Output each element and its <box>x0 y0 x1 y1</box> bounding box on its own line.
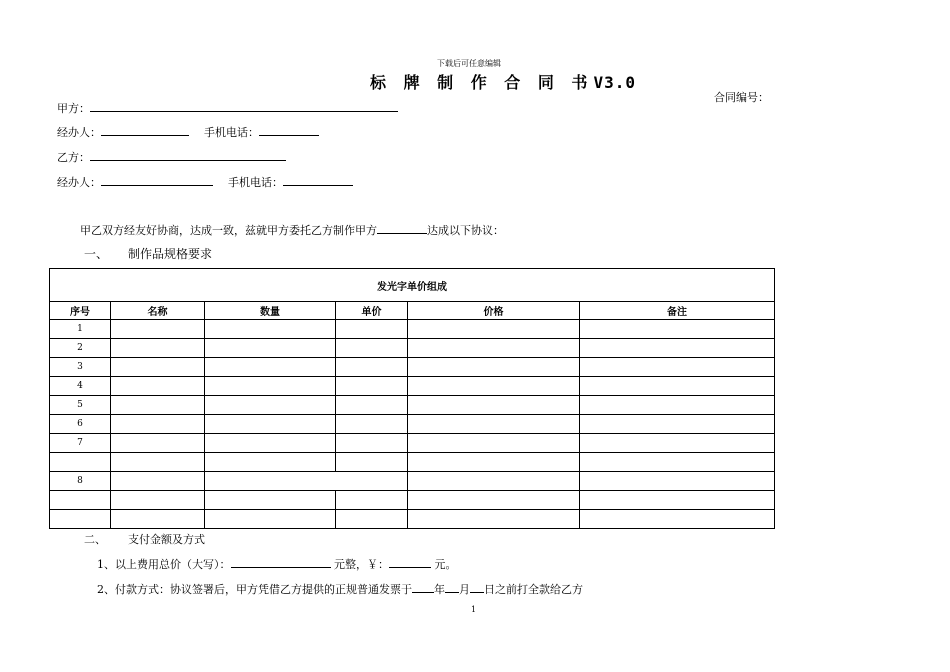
table-cell[interactable] <box>408 434 580 453</box>
row-index: 2 <box>50 339 111 358</box>
table-cell[interactable] <box>336 510 408 529</box>
table-row <box>50 415 775 434</box>
table-cell[interactable] <box>408 510 580 529</box>
agent-b-blank[interactable] <box>101 174 213 186</box>
row-index: 4 <box>50 377 111 396</box>
table-cell[interactable] <box>408 472 580 491</box>
table-cell[interactable] <box>408 377 580 396</box>
table-cell[interactable] <box>408 453 580 472</box>
col-header-quantity: 数量 <box>205 302 336 320</box>
col-header-index: 序号 <box>50 302 111 320</box>
row-index <box>50 491 111 510</box>
table-cell[interactable] <box>111 472 205 491</box>
section-2-number: 二、 <box>84 533 106 546</box>
table-cell[interactable] <box>111 396 205 415</box>
payment-total-label: 1、以上费用总价（大写）： <box>97 558 231 571</box>
party-b-line <box>57 149 286 165</box>
table-cell[interactable] <box>580 510 775 529</box>
contract-title <box>370 70 636 93</box>
party-b-blank[interactable] <box>90 149 286 161</box>
table-cell[interactable] <box>205 510 336 529</box>
table-cell[interactable] <box>336 339 408 358</box>
title-text: 标 牌 制 作 合 同 书 <box>370 73 594 92</box>
table-cell[interactable] <box>205 377 336 396</box>
table-cell[interactable] <box>111 358 205 377</box>
day-blank[interactable] <box>470 581 484 593</box>
table-cell[interactable] <box>580 434 775 453</box>
col-header-unit-price: 单价 <box>336 302 408 320</box>
col-header-price: 价格 <box>408 302 580 320</box>
party-a-blank[interactable] <box>90 100 398 112</box>
section-1-heading <box>84 245 212 262</box>
intro-text-post: 达成以下协议： <box>427 224 504 237</box>
table-caption: 发光字单价组成 <box>50 269 775 302</box>
section-2-heading <box>84 531 205 547</box>
row-index <box>50 510 111 529</box>
phone-b-blank[interactable] <box>283 174 353 186</box>
section-1-number: 一、 <box>84 247 109 261</box>
table-cell[interactable] <box>408 320 580 339</box>
table-cell[interactable] <box>408 339 580 358</box>
table-cell[interactable] <box>111 434 205 453</box>
table-cell[interactable] <box>111 415 205 434</box>
table-cell[interactable] <box>336 396 408 415</box>
table-cell[interactable] <box>408 396 580 415</box>
agent-label-a: 经办人： <box>57 126 101 139</box>
table-cell[interactable] <box>580 472 775 491</box>
intro-paragraph <box>80 222 504 238</box>
table-cell[interactable] <box>336 434 408 453</box>
payment-total-line <box>97 556 457 572</box>
table-cell[interactable] <box>111 453 205 472</box>
table-cell[interactable] <box>336 320 408 339</box>
table-cell[interactable] <box>580 491 775 510</box>
table-cell[interactable] <box>111 320 205 339</box>
month-blank[interactable] <box>445 581 459 593</box>
table-cell[interactable] <box>205 396 336 415</box>
table-row <box>50 339 775 358</box>
payment-method-post: 日之前打全款给乙方 <box>484 583 583 596</box>
table-row <box>50 453 775 472</box>
intro-text-pre: 甲乙双方经友好协商，达成一致，兹就甲方委托乙方制作甲方 <box>80 224 377 237</box>
month-label: 月 <box>459 583 470 596</box>
payment-total-post: 元。 <box>434 558 457 571</box>
table-cell[interactable] <box>580 339 775 358</box>
table-cell[interactable] <box>205 320 336 339</box>
header-note: 下载后可任意编辑 <box>437 59 501 68</box>
row-index: 6 <box>50 415 111 434</box>
table-cell[interactable] <box>111 339 205 358</box>
table-row <box>50 358 775 377</box>
table-cell[interactable] <box>336 491 408 510</box>
table-cell[interactable] <box>111 377 205 396</box>
row-index: 8 <box>50 472 111 491</box>
agent-label-b: 经办人： <box>57 176 101 189</box>
table-row <box>50 510 775 529</box>
table-row <box>50 320 775 339</box>
row-index: 7 <box>50 434 111 453</box>
table-cell[interactable] <box>336 358 408 377</box>
agent-line-a <box>57 124 319 140</box>
title-version: V3.0 <box>593 73 636 92</box>
row-index: 5 <box>50 396 111 415</box>
table-cell[interactable] <box>205 358 336 377</box>
party-a-line <box>57 100 398 116</box>
row-index <box>50 453 111 472</box>
table-row <box>50 396 775 415</box>
payment-total-mid: 元整，￥： <box>334 558 389 571</box>
table-row <box>50 377 775 396</box>
phone-label-b: 手机电话： <box>228 176 283 189</box>
table-cell[interactable] <box>580 396 775 415</box>
year-blank[interactable] <box>412 581 434 593</box>
table-cell[interactable] <box>580 320 775 339</box>
table-row <box>50 491 775 510</box>
table-cell[interactable] <box>580 415 775 434</box>
spec-table <box>49 268 775 529</box>
table-cell[interactable] <box>205 339 336 358</box>
section-2-title: 支付金额及方式 <box>128 533 205 546</box>
col-header-remarks: 备注 <box>580 302 775 320</box>
year-label: 年 <box>434 583 445 596</box>
party-a-label: 甲方： <box>57 102 90 115</box>
agent-a-blank[interactable] <box>101 124 189 136</box>
table-cell[interactable] <box>205 415 336 434</box>
total-amount-words-blank[interactable] <box>231 556 331 568</box>
table-cell[interactable] <box>205 434 336 453</box>
party-b-label: 乙方： <box>57 151 90 164</box>
payment-method-line <box>97 581 583 597</box>
phone-label-a: 手机电话： <box>204 126 259 139</box>
table-cell[interactable] <box>205 491 336 510</box>
table-cell[interactable] <box>580 358 775 377</box>
row-index: 1 <box>50 320 111 339</box>
section-1-title: 制作品规格要求 <box>128 247 213 261</box>
contract-number-label: 合同编号： <box>714 91 769 104</box>
table-row <box>50 434 775 453</box>
table-cell[interactable] <box>408 358 580 377</box>
table-row <box>50 472 775 491</box>
table-cell[interactable] <box>408 491 580 510</box>
page-number: 1 <box>471 605 477 614</box>
table-cell[interactable] <box>111 510 205 529</box>
agent-line-b <box>57 174 353 190</box>
table-cell[interactable] <box>111 491 205 510</box>
table-cell[interactable] <box>336 377 408 396</box>
table-cell[interactable] <box>336 453 408 472</box>
total-amount-figure-blank[interactable] <box>389 556 431 568</box>
row-index: 3 <box>50 358 111 377</box>
phone-a-blank[interactable] <box>259 124 319 136</box>
intro-blank[interactable] <box>377 222 427 234</box>
table-cell[interactable] <box>580 453 775 472</box>
payment-method-text: 2、付款方式：协议签署后，甲方凭借乙方提供的正规普通发票于 <box>97 583 412 596</box>
table-cell[interactable] <box>580 377 775 396</box>
table-cell[interactable] <box>336 415 408 434</box>
table-cell-merged[interactable] <box>205 472 408 491</box>
col-header-name: 名称 <box>111 302 205 320</box>
table-cell[interactable] <box>205 453 336 472</box>
table-cell[interactable] <box>408 415 580 434</box>
